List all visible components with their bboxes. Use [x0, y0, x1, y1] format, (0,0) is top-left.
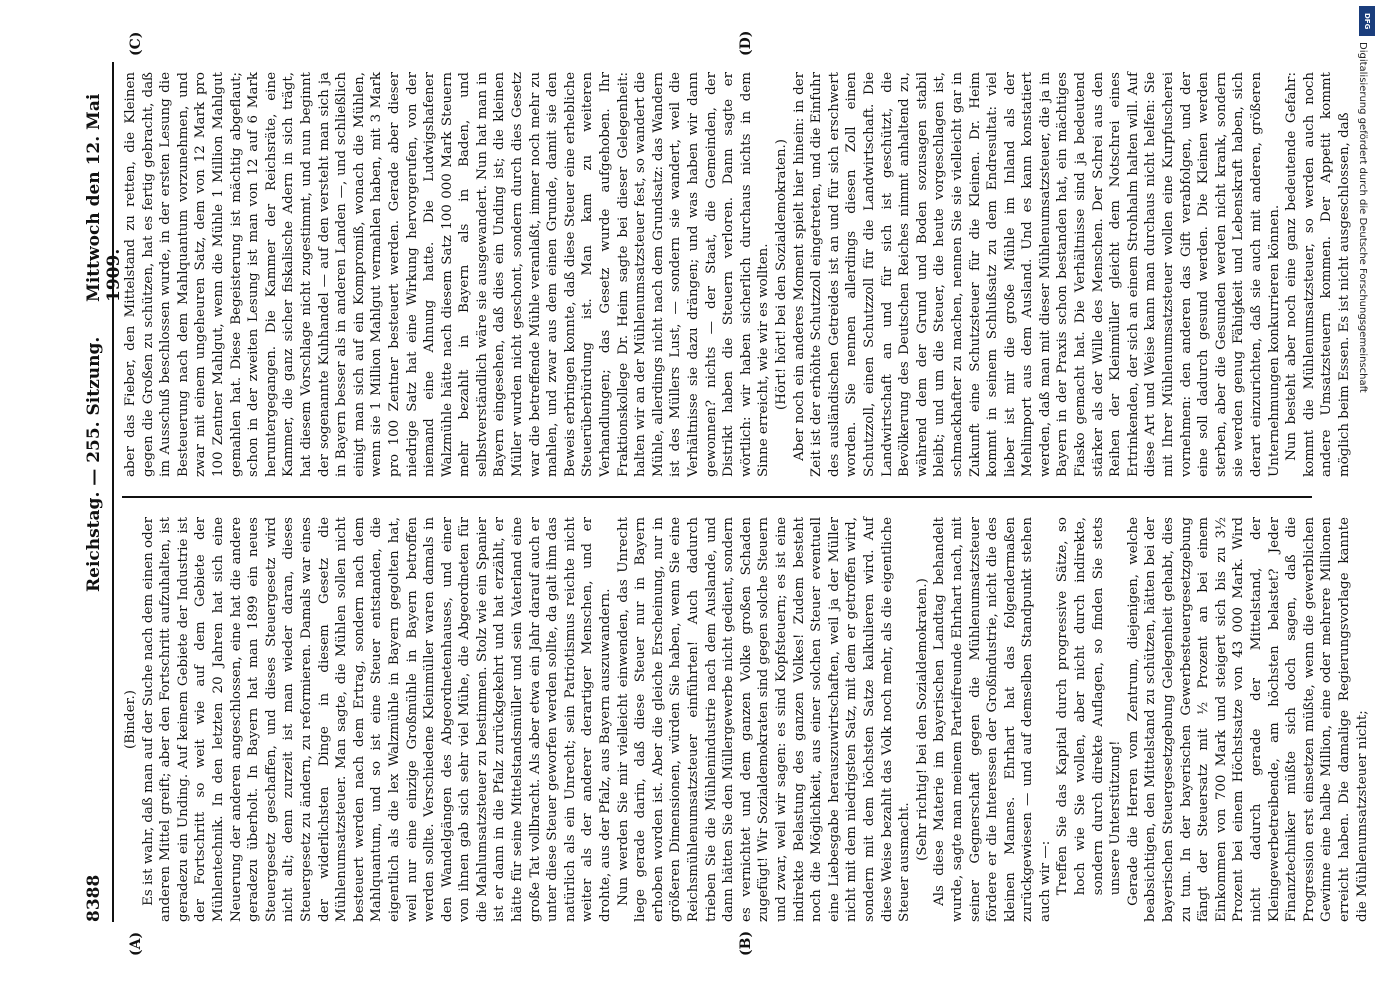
speaker-name: (Binder.) — [123, 690, 138, 749]
page-header — [78, 62, 124, 922]
margin-marker-a: (A) — [128, 931, 144, 956]
page-number: 8388 — [84, 874, 104, 922]
margin-marker-b: (B) — [738, 930, 754, 956]
session-title: Reichstag. — 255. Sitzung. — [84, 336, 104, 592]
margin-marker-d: (D) — [738, 30, 754, 56]
right-column — [122, 72, 1352, 477]
interjection: (Sehr richtig! bei den Sozialdemokraten.) — [914, 578, 930, 861]
quotation: Treffen Sie das Kapital durch progressive Sätze, so hoch wie Sie wollen, aber nicht durch indirekte, sondern durch direkte Auflagen, so finden Sie stets unsere Unterstützung! — [1055, 517, 1124, 896]
paragraph: aber das Fieber, den Mittelstand zu retten, die Kleinen gegen die Großen zu schützen, hat es fertig gebracht, daß im Ausschuß beschlossen wurde, in der ersten Lesung die Besteuerung nach dem Mahlquantum vorzunehmen, und zwar mit einem ungeheuren Satz, dem von 12 Mark pro 100 Zentner Mahlgut, wenn die Mühle 1 Million Mahlgut gemahlen hat. Diese Begeisterung ist mächtig abgeflaut; schon in der zweiten Lesung ist man von 12 auf 6 Mark heruntergegangen. Die Kammer der Reichsräte, eine Kammer, die ganz sicher fiskalische Adern in sich trägt, hat diesem Vorschlage nicht zugestimmt, und nun beginnt der sogenannte Kuhhandel — auf den versteht man sich ja in Bayern besser als in anderen Landen —, und schließlich einigt man sich auf ein Kompromiß, wonach die Mühlen, wenn sie 1 Million Mahlgut vermahlen haben, mit 3 Mark pro 100 Zentner besteuert werden. Gerade aber dieser niedrige Satz hat eine Wirkung hervorgerufen, von der niemand eine Ahnung hatte. Die Ludwigshafener Walzmühle hätte nach diesem Satz 100 000 Mark Steuern mehr bezahlt in Bayern als in Baden, und selbstverständlich wäre sie ausgewandert. Nun hat man in Bayern eingesehen, daß dies ein Unding ist; die kleinen Müller wurden nicht geschont, sondern durch dies Gesetz war die betreffende Mühle veranlaßt, immer noch mehr zu mahlen, und zwar aus dem einen Grunde, damit sie den Beweis erbringen konnte, daß diese Steuer eine erhebliche Steuerüberbürdung ist. Man kam zu weiteren Verhandlungen; das Gesetz wurde aufgehoben. Ihr Fraktionskollege Dr. Heim sagte bei dieser Gelegenheit: halten wir an der Mühlenumsatzsteuer fest, so wandert die Mühle, allerdings nicht nach dem Grundsatz: das Wandern ist des Müllers Lust, — sondern sie wandert, weil die Verhältnisse sie dazu drängen; und was haben wir dann gewonnen? nichts — der Staat, die Gemeinden, der Distrikt haben die Steuern verloren. Dann sagte er wörtlich: wir haben sicherlich durchaus nichts in dem Sinne erreicht, wie wir es wollten. — [123, 72, 772, 477]
column-divider — [122, 496, 1312, 498]
dfg-logo: DFG — [1359, 6, 1375, 36]
paragraph: Als diese Materie im bayerischen Landtag behandelt wurde, sagte man meinem Parteifreunde Ehrhart nach, mit seiner Gegnerschaft gegen die Mühlenumsatzsteuer fördere er die Interessen der Großindustrie, nicht die des kleinen Mannes. Ehrhart hat das folgendermaßen zurückgewiesen — und auf demselben Standpunkt stehen auch wir —: — [932, 517, 1053, 922]
paragraph: Nun werden Sie mir vielleicht einwenden, das Unrecht liege gerade darin, daß diese Steuer nur in Bayern erhoben worden ist. Aber die gleiche Erscheinung, nur in größeren Dimensionen, würden Sie haben, wenn Sie eine Reichsmühlenumsatzsteuer einführten! Auch dadurch trieben Sie die Mühlenindustrie nach dem Auslande, und dann hätten Sie den Müllergewerbe nicht gedient, sondern es vernichtet und dem ganzen Volke großen Schaden zugefügt! Wir Sozialdemokraten sind gegen solche Steuern und zwar, weil wir sagen: es sind Kopfsteuern; es ist eine indirekte Belastung des ganzen Volkes! Zudem besteht noch die Möglichkeit, aus einer solchen Steuer eventuell eine Liebesgabe herauszuwirtschaften, weil ja der Müller nicht mit dem niedrigsten Satz, mit dem er getroffen wird, sondern mit dem höchsten Satze kalkulieren wird. Auf diese Weise bezahlt das Volk noch mehr, als die eigentliche Steuer ausmacht. — [615, 517, 913, 922]
paragraph: Gerade die Herren vom Zentrum, diejenigen, welche beabsichtigen, den Mittelstand zu schützen, hätten bei der bayerischen Steuergesetzgebung Gelegenheit gehabt, dies zu tun. In der bayerischen Gewerbesteuergesetzgebung fängt der Steuersatz mit ½ Prozent an bei einem Einkommen von 700 Mark und steigert sich bis zu 3½ Prozent bei einem Höchstsatze von 43 000 Mark. Wird nicht dadurch gerade der Mittelstand, der Kleingewerbetreibende, am höchsten belastet? Jeder Finanztechniker müßte sich doch sagen, daß die Progression erst einsetzen müßte, wenn die gewerblichen Gewinne eine halbe Million, eine oder mehrere Millionen erreicht haben. Die damalige Regierungsvorlage kannte die Mühlenumsatzsteuer nicht; — [1125, 517, 1370, 922]
digitization-watermark — [1357, 6, 1379, 996]
watermark-text: Digitalisierung gefördert durch die Deutsche Forschungsgemeinschaft — [1357, 42, 1368, 393]
paragraph: Aber noch ein anderes Moment spielt hier hinein: in der Zeit ist der erhöhte Schutzzoll eingetreten, und die Einfuhr des ausländischen Getreides ist an und für sich erschwert worden. Sie nennen allerdings diesen Zoll einen Schutzzoll, einen Schutzzoll für die Landwirtschaft. Die Landwirtschaft an und für sich ist geschützt, die Bevölkerung des Deutschen Reiches nimmt anhaltend zu, während dem der Grund und Boden sozusagen stabil bleibt; und um die Steuer, die heute vorgeschlagen ist, schmackhafter zu machen, nennen Sie sie vielleicht gar in Zukunft eine Schutzsteuer für die Kleinen. Dr. Heim kommt in seinem Schlußsatz zu dem Endresultat: viel lieber ist mir die große Mühle im Inland als der Mehlimport aus dem Ausland. Und es kann konstatiert werden, daß man mit dieser Mühlenumsatzsteuer, die ja in Bayern in der Praxis schon bestanden hat, ein mächtiges Fiasko gemacht hat. Die Verhältnisse sind ja bedeutend stärker als der Wille des Menschen. Der Schrei aus den Reihen der Kleinmüller gleicht dem Notschrei eines Ertrinkenden, der sich an einem Strohhalm halten will. Auf diese Art und Weise kann man durchaus nicht helfen: Sie mit Ihrer Mühlenumsatzsteuer wollen eine Kurpfuscherei vornehmen: den anderen das Gift verabfolgen, und der eine soll dadurch gesund werden. Die Kleinen werden sterben, aber die Gesunden werden nicht krank, sondern sie werden genug Fähigkeit und Lebenskraft haben, sich derart einzurichten, daß sie auch mit anderen, größeren Unternehmungen konkurrieren können. — [791, 72, 1282, 477]
margin-marker-c: (C) — [128, 31, 144, 56]
left-column — [122, 517, 1370, 922]
interjection: (Hört! hört! bei den Sozialdemokraten.) — [773, 139, 789, 410]
paragraph: Es ist wahr, daß man auf der Suche nach dem einen oder anderen Mittel greift; aber den Fortschritt aufzuhalten, ist geradezu ein Unding. Auf keinem Gebiete der Industrie ist der Fortschritt so weit wie auf dem Gebiete der Mühlentechnik. In den letzten 20 Jahren hat sich eine Neuerung der anderen angeschlossen, eine hat die andere geradezu überholt. In Bayern hat man 1899 ein neues Steuergesetz geschaffen, und dieses Steuergesetz wird nicht alt; denn zurzeit ist man wieder daran, dieses Steuergesetz zu ändern, zu reformieren. Damals war eines der widerlichsten Dinge in diesem Gesetz die Mühlenumsatzsteuer. Man sagte, die Mühlen sollen nicht besteuert werden nach dem Ertrag, sondern nach dem Mahlquantum, und so ist eine Steuer entstanden, die eigentlich als die lex Walzmühle in Bayern gegolten hat, weil nur eine einzige Großmühle in Bayern betroffen werden sollte. Verschiedene Kleinmüller waren damals in den Wandelgängen des Abgeordnetenhauses, und einer von ihnen gab sich sehr viel Mühe, die Abgeordneten für die Mahlumsatzsteuer zu bestimmen. Stolz wie ein Spanier ist er dann in die Pfalz zurückgekehrt und hat erzählt, er hätte für seine Mittelstandsmüller und sein Vaterland eine große Tat vollbracht. Als aber etwa ein Jahr darauf auch er unter diese Steuer geworfen werden sollte, da galt ihm das natürlich als ein Unrecht; sein Patriotismus reichte nicht weiter als der anderer derartiger Menschen, und er drohte, aus der Pfalz, aus Bayern auszuwandern. — [140, 517, 614, 922]
paragraph: Nun besteht aber noch eine ganz bedeutende Gefahr: kommt die Mühlenumsatzsteuer, so werden auch noch andere Umsatzsteuern kommen. Der Appetit kommt möglich beim Essen. Es ist nicht ausgeschlossen, daß — [1284, 72, 1352, 477]
header-rule — [112, 62, 114, 922]
session-date: Mittwoch den 12. Mai 1909. — [84, 93, 124, 302]
